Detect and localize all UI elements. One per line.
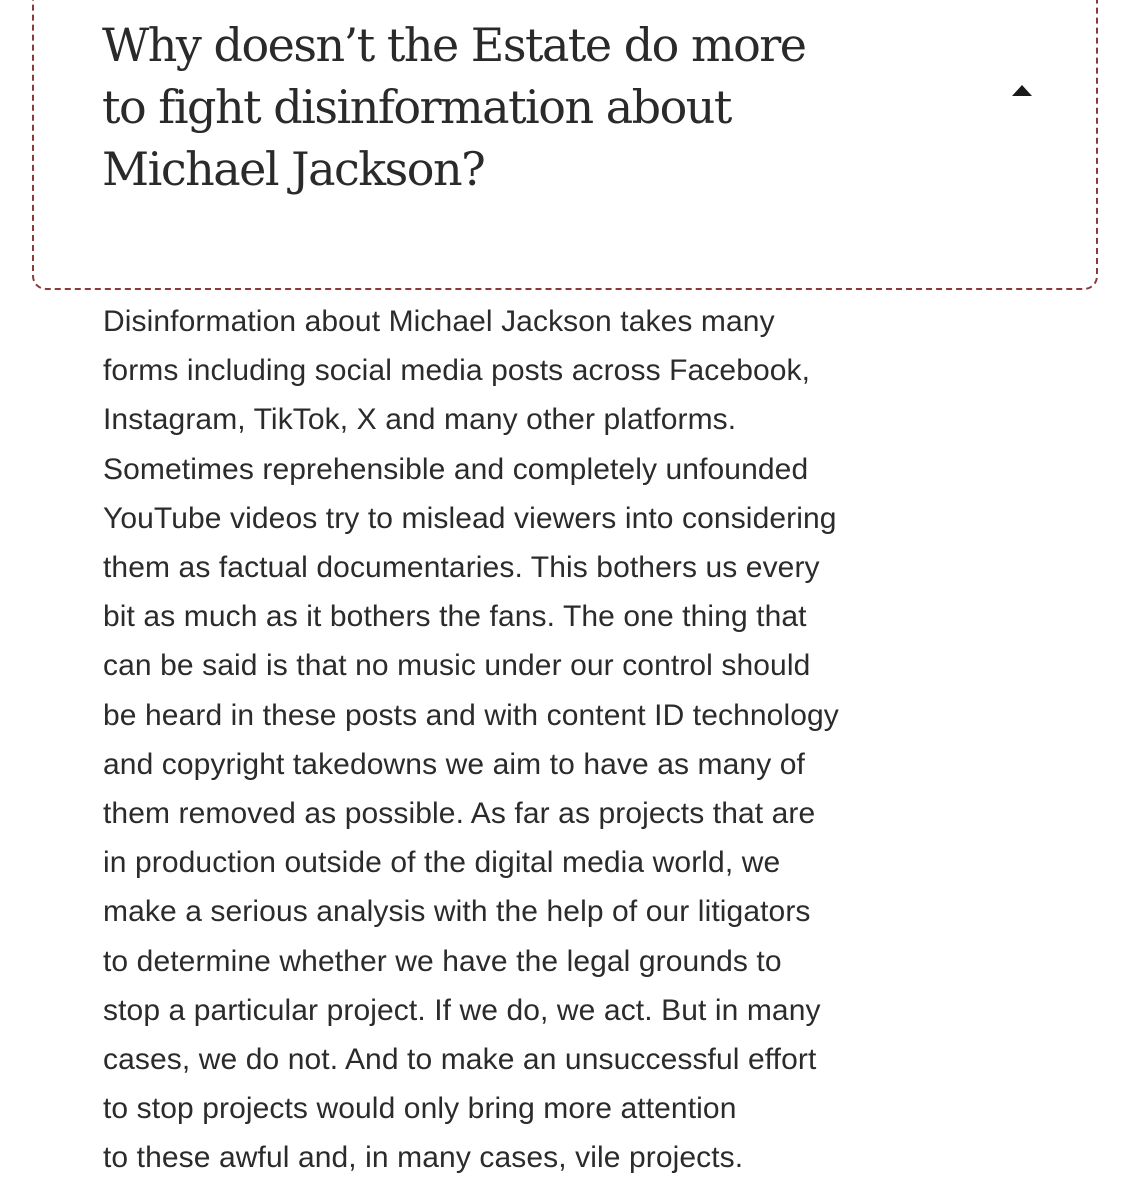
- faq-answer-line: bit as much as it bothers the fans. The one thing that: [103, 600, 807, 634]
- faq-answer-line: to stop projects would only bring more attention: [103, 1092, 737, 1126]
- faq-answer-line: Instagram, TikTok, X and many other platforms.: [103, 403, 737, 437]
- faq-answer-line: cases, we do not. And to make an unsuccessful effort: [103, 1043, 817, 1077]
- faq-answer-line: to determine whether we have the legal grounds to: [103, 944, 782, 978]
- faq-answer-line: and copyright takedowns we aim to have as many of: [103, 747, 805, 781]
- faq-question-title[interactable]: [102, 14, 902, 200]
- faq-question-line: Michael Jackson?: [102, 142, 485, 196]
- faq-answer-line: them as factual documentaries. This bothers us every: [103, 551, 820, 585]
- faq-answer-line: Sometimes reprehensible and completely unfounded: [103, 452, 809, 486]
- faq-question-line: Why doesn’t the Estate do more: [102, 18, 806, 72]
- faq-answer-line: YouTube videos try to mislead viewers into considering: [103, 501, 837, 535]
- faq-answer-line: in production outside of the digital media world, we: [103, 846, 781, 880]
- faq-answer-line: can be said is that no music under our control should: [103, 649, 811, 683]
- faq-answer-line: be heard in these posts and with content ID technology: [103, 698, 839, 732]
- caret-up-icon[interactable]: [1012, 85, 1032, 96]
- faq-answer-line: them removed as possible. As far as projects that are: [103, 797, 816, 831]
- faq-answer: [103, 297, 993, 1183]
- faq-answer-line: forms including social media posts across Facebook,: [103, 354, 811, 388]
- faq-answer-line: stop a particular project. If we do, we act. But in many: [103, 993, 821, 1027]
- faq-question-line: to fight disinformation about: [102, 80, 731, 134]
- faq-answer-line: to these awful and, in many cases, vile projects.: [103, 1141, 744, 1175]
- faq-answer-line: Disinformation about Michael Jackson takes many: [103, 305, 775, 338]
- faq-answer-line: make a serious analysis with the help of our litigators: [103, 895, 811, 929]
